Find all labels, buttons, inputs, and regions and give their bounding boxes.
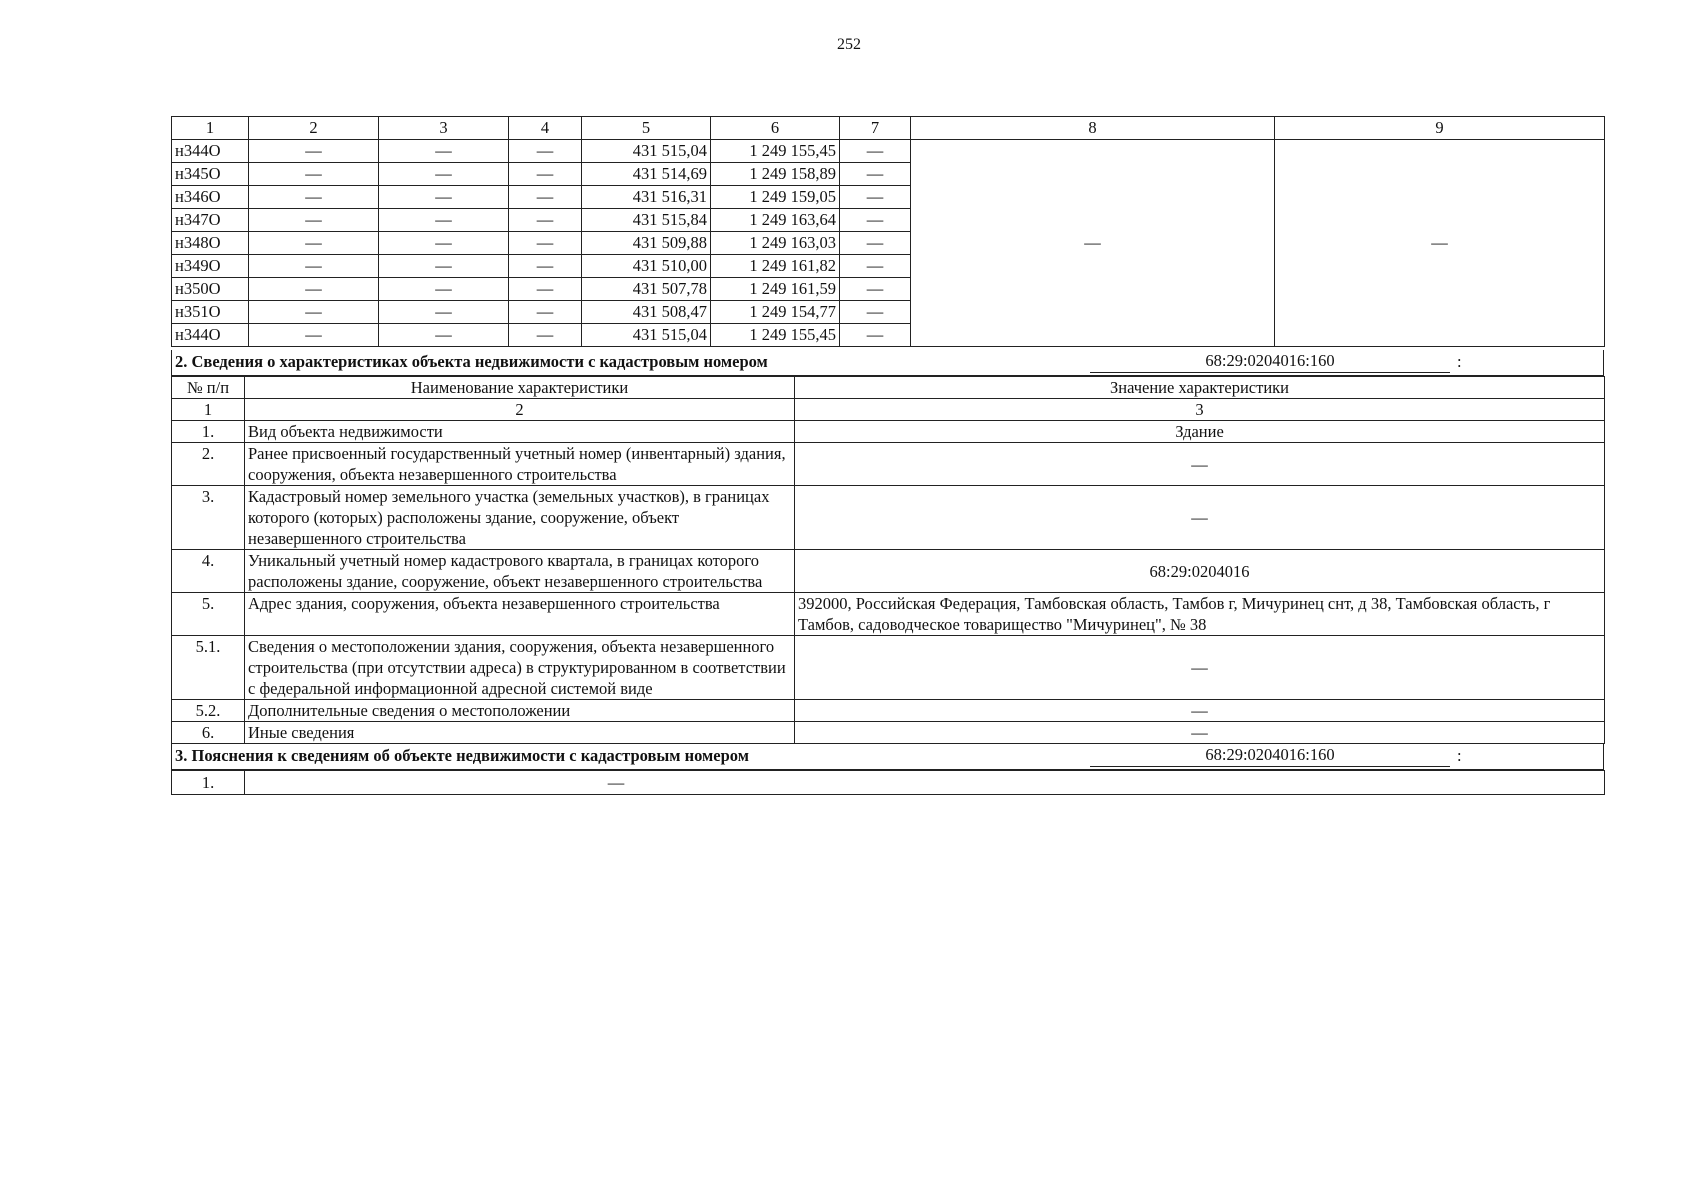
coord-y: 1 249 155,45 bbox=[711, 140, 840, 163]
coord-y: 1 249 163,64 bbox=[711, 209, 840, 232]
coord-y: 1 249 159,05 bbox=[711, 186, 840, 209]
chars-colnum-row bbox=[172, 399, 1605, 421]
row-number: 1. bbox=[172, 421, 245, 443]
row-number: 4. bbox=[172, 550, 245, 593]
coords-header-cell: 9 bbox=[1275, 117, 1605, 140]
section3-title: 3. Пояснения к сведениям об объекте недвижимости с кадастровым номером bbox=[175, 746, 749, 765]
row-number: 5. bbox=[172, 593, 245, 636]
cell: — bbox=[249, 232, 379, 255]
point-id: н347О bbox=[172, 209, 249, 232]
row-number: 5.2. bbox=[172, 700, 245, 722]
characteristic-value: 68:29:0204016 bbox=[795, 550, 1605, 593]
cell: — bbox=[509, 232, 582, 255]
characteristic-value: Здание bbox=[795, 421, 1605, 443]
coord-x: 431 509,88 bbox=[582, 232, 711, 255]
coord-y: 1 249 161,59 bbox=[711, 278, 840, 301]
cell: — bbox=[379, 186, 509, 209]
characteristic-value: — bbox=[795, 722, 1605, 744]
header-cell: № п/п bbox=[172, 377, 245, 399]
point-id: н344О bbox=[172, 324, 249, 347]
table-row bbox=[172, 700, 1605, 722]
cell: — bbox=[509, 163, 582, 186]
characteristic-value: — bbox=[795, 486, 1605, 550]
coord-y: 1 249 154,77 bbox=[711, 301, 840, 324]
page-number: 252 bbox=[837, 36, 861, 53]
characteristic-value: — bbox=[795, 700, 1605, 722]
coord-y: 1 249 161,82 bbox=[711, 255, 840, 278]
point-id: н348О bbox=[172, 232, 249, 255]
colnum-cell: 2 bbox=[245, 399, 795, 421]
table-row bbox=[172, 443, 1605, 486]
coord-x: 431 515,04 bbox=[582, 140, 711, 163]
table-row bbox=[172, 550, 1605, 593]
colnum-cell: 1 bbox=[172, 399, 245, 421]
characteristics-table bbox=[171, 376, 1605, 744]
cell: — bbox=[509, 140, 582, 163]
header-cell: Наименование характеристики bbox=[245, 377, 795, 399]
coords-header-row bbox=[172, 117, 1605, 140]
colnum-cell: 3 bbox=[795, 399, 1605, 421]
cell: — bbox=[840, 232, 911, 255]
cell: — bbox=[840, 163, 911, 186]
point-id: н350О bbox=[172, 278, 249, 301]
section3-cadastral-number: 68:29:0204016:160 bbox=[1090, 744, 1450, 767]
cell: — bbox=[379, 324, 509, 347]
cell: — bbox=[509, 186, 582, 209]
cell: — bbox=[509, 278, 582, 301]
characteristic-value: — bbox=[795, 636, 1605, 700]
cell: — bbox=[379, 163, 509, 186]
coord-x: 431 508,47 bbox=[582, 301, 711, 324]
coord-y: 1 249 155,45 bbox=[711, 324, 840, 347]
notes-table bbox=[171, 770, 1605, 795]
cell: — bbox=[379, 301, 509, 324]
section2-colon: : bbox=[1457, 352, 1462, 371]
chars-header-row bbox=[172, 377, 1605, 399]
cell: — bbox=[840, 301, 911, 324]
table-row bbox=[172, 593, 1605, 636]
coord-y: 1 249 158,89 bbox=[711, 163, 840, 186]
section2-title-bar bbox=[171, 350, 1604, 376]
point-id: н345О bbox=[172, 163, 249, 186]
characteristic-name: Адрес здания, сооружения, объекта незавершенного строительства bbox=[245, 593, 795, 636]
coords-header-cell: 5 bbox=[582, 117, 711, 140]
cell: — bbox=[840, 324, 911, 347]
cell: — bbox=[509, 209, 582, 232]
cell: — bbox=[379, 278, 509, 301]
table-row bbox=[172, 636, 1605, 700]
cell: — bbox=[840, 209, 911, 232]
cell: — bbox=[249, 186, 379, 209]
characteristic-name: Ранее присвоенный государственный учетный номер (инвентарный) здания, сооружения, объекта незавершенного строительства bbox=[245, 443, 795, 486]
col9-merged: — bbox=[1275, 140, 1605, 347]
coord-x: 431 516,31 bbox=[582, 186, 711, 209]
coord-x: 431 515,04 bbox=[582, 324, 711, 347]
coords-header-cell: 8 bbox=[911, 117, 1275, 140]
col8-merged: — bbox=[911, 140, 1275, 347]
coord-x: 431 507,78 bbox=[582, 278, 711, 301]
point-id: н351О bbox=[172, 301, 249, 324]
cell: — bbox=[249, 324, 379, 347]
cell: — bbox=[249, 163, 379, 186]
cell: — bbox=[249, 255, 379, 278]
cell: — bbox=[840, 278, 911, 301]
characteristic-name: Вид объекта недвижимости bbox=[245, 421, 795, 443]
cell: — bbox=[379, 140, 509, 163]
coord-x: 431 514,69 bbox=[582, 163, 711, 186]
table-row bbox=[172, 486, 1605, 550]
characteristic-name: Сведения о местоположении здания, сооружения, объекта незавершенного строительства (при отсутствии адреса) в структурированном в соответствии с федеральной информационной адресной системой виде bbox=[245, 636, 795, 700]
table-row bbox=[172, 771, 1605, 795]
row-number: 2. bbox=[172, 443, 245, 486]
cell: — bbox=[509, 324, 582, 347]
coordinates-table bbox=[171, 116, 1605, 347]
cell: — bbox=[379, 209, 509, 232]
cell: — bbox=[249, 301, 379, 324]
coord-x: 431 510,00 bbox=[582, 255, 711, 278]
row-number: 5.1. bbox=[172, 636, 245, 700]
cell: — bbox=[379, 255, 509, 278]
note-value: — bbox=[245, 771, 1605, 795]
coords-header-cell: 4 bbox=[509, 117, 582, 140]
coord-y: 1 249 163,03 bbox=[711, 232, 840, 255]
cell: — bbox=[509, 255, 582, 278]
row-number: 1. bbox=[172, 771, 245, 795]
characteristic-value: 392000, Российская Федерация, Тамбовская область, Тамбов г, Мичуринец снт, д 38, Тамбовская область, г Тамбов, садоводческое товарищество "Мичуринец", № 38 bbox=[795, 593, 1605, 636]
coords-header-cell: 1 bbox=[172, 117, 249, 140]
cell: — bbox=[249, 209, 379, 232]
coord-x: 431 515,84 bbox=[582, 209, 711, 232]
point-id: н344О bbox=[172, 140, 249, 163]
cell: — bbox=[840, 255, 911, 278]
table-row bbox=[172, 722, 1605, 744]
row-number: 6. bbox=[172, 722, 245, 744]
characteristic-name: Дополнительные сведения о местоположении bbox=[245, 700, 795, 722]
table-row bbox=[172, 140, 1605, 163]
coords-header-cell: 7 bbox=[840, 117, 911, 140]
cell: — bbox=[840, 186, 911, 209]
section3-colon: : bbox=[1457, 746, 1462, 765]
row-number: 3. bbox=[172, 486, 245, 550]
point-id: н346О bbox=[172, 186, 249, 209]
characteristic-value: — bbox=[795, 443, 1605, 486]
table-row bbox=[172, 421, 1605, 443]
section2-title: 2. Сведения о характеристиках объекта недвижимости с кадастровым номером bbox=[175, 352, 768, 371]
characteristic-name: Иные сведения bbox=[245, 722, 795, 744]
section2-cadastral-number: 68:29:0204016:160 bbox=[1090, 350, 1450, 373]
characteristic-name: Кадастровый номер земельного участка (земельных участков), в границах которого (которых) расположены здание, сооружение, объект незавершенного строительства bbox=[245, 486, 795, 550]
cell: — bbox=[379, 232, 509, 255]
cell: — bbox=[249, 278, 379, 301]
section3-title-bar bbox=[171, 744, 1604, 770]
point-id: н349О bbox=[172, 255, 249, 278]
coords-header-cell: 3 bbox=[379, 117, 509, 140]
characteristic-name: Уникальный учетный номер кадастрового квартала, в границах которого расположены здание, сооружение, объект незавершенного строительства bbox=[245, 550, 795, 593]
header-cell: Значение характеристики bbox=[795, 377, 1605, 399]
cell: — bbox=[840, 140, 911, 163]
coords-header-cell: 6 bbox=[711, 117, 840, 140]
cell: — bbox=[249, 140, 379, 163]
cell: — bbox=[509, 301, 582, 324]
coords-header-cell: 2 bbox=[249, 117, 379, 140]
